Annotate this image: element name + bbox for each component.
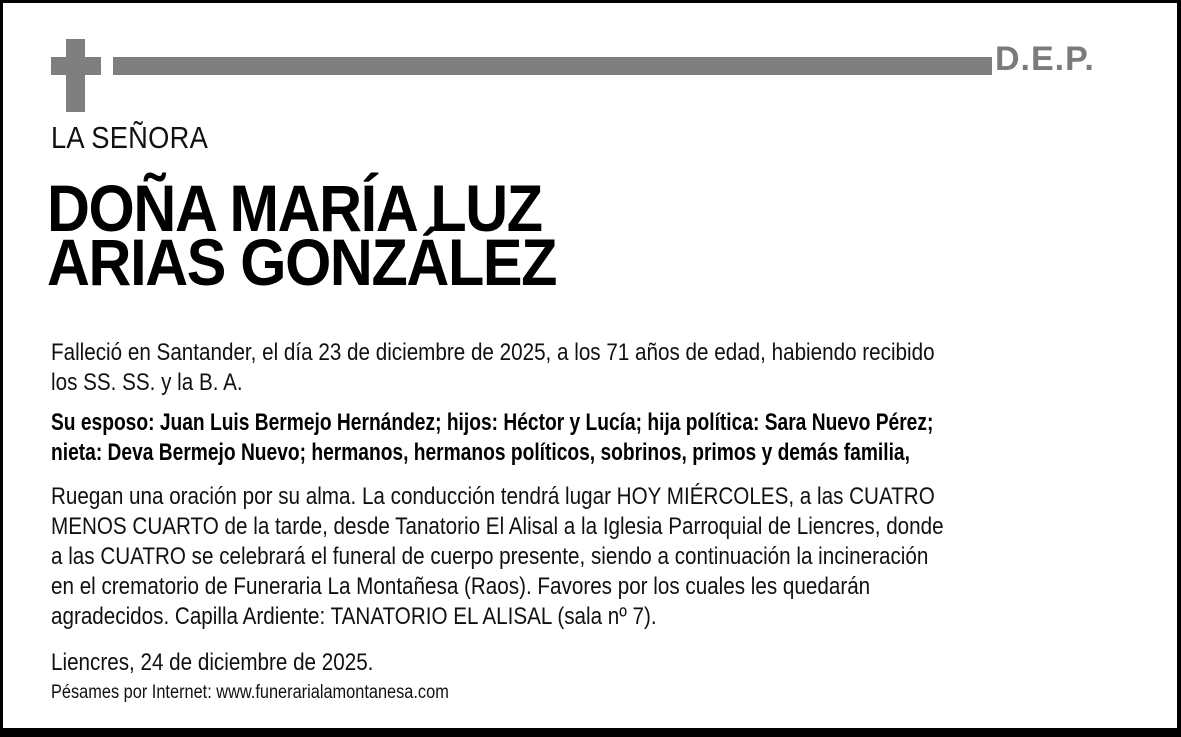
honorific: LA SEÑORA [51, 120, 209, 155]
deceased-name-line1: DOÑA MARÍA LUZ [47, 171, 542, 245]
service-line1: Ruegan una oración por su alma. La conducción tendrá lugar HOY MIÉRCOLES, a las CUATRO [51, 483, 935, 510]
cross-icon [66, 39, 85, 112]
deceased-name-line2: ARIAS GONZÁLEZ [47, 225, 557, 299]
death-notice-line2: los SS. SS. y la B. A. [51, 369, 243, 396]
service-line5: agradecidos. Capilla Ardiente: TANATORIO EL ALISAL (sala nº 7). [51, 603, 657, 630]
family-line1: Su esposo: Juan Luis Bermejo Hernández; hijos: Héctor y Lucía; hija política: Sara Nuevo Pérez; [51, 409, 934, 436]
service-line3: a las CUATRO se celebrará el funeral de cuerpo presente, siendo a continuación la incineración [51, 543, 929, 570]
header-rule [113, 57, 992, 75]
service-line2: MENOS CUARTO de la tarde, desde Tanatorio El Alisal a la Iglesia Parroquial de Liencres, donde [51, 513, 944, 540]
cross-icon-bar [51, 57, 101, 75]
service-line4: en el crematorio de Funeraria La Montañesa (Raos). Favores por los cuales les quedarán [51, 573, 871, 600]
death-notice-line1: Falleció en Santander, el día 23 de diciembre de 2025, a los 71 años de edad, habiendo recibido [51, 339, 935, 366]
dep-label: D.E.P. [995, 40, 1095, 78]
condolences-link[interactable]: Pésames por Internet: www.funerarialamontanesa.com [51, 682, 449, 703]
place-date: Liencres, 24 de diciembre de 2025. [51, 649, 374, 676]
family-line2: nieta: Deva Bermejo Nuevo; hermanos, hermanos políticos, sobrinos, primos y demás familia, [51, 439, 910, 466]
